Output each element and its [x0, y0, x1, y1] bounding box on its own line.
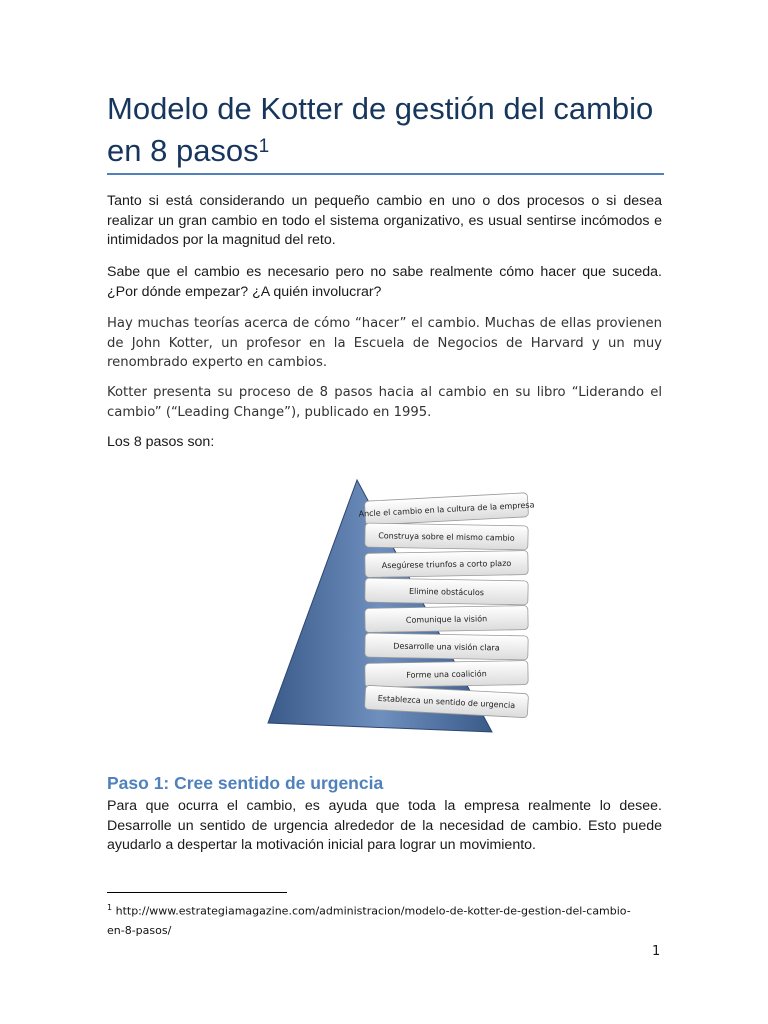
steps-intro-paragraph: Los 8 pasos son: [107, 434, 215, 450]
pyramid-step-3 [365, 633, 528, 660]
pyramid-step-8 [358, 492, 535, 525]
pyramid-step-2 [365, 661, 528, 688]
book-paragraph: Kotter presenta su proceso de 8 pasos hacia al cambio en su libro “Liderando el cambio” (“Leading Change”), publicado en 1995. [107, 385, 662, 420]
pyramid-step-4 [365, 606, 528, 633]
step-label: Construya sobre el mismo cambio [378, 531, 515, 543]
theories-paragraph: Hay muchas teorías acerca de cómo “hacer” el cambio. Muchas de ellas provienen de John Kotter, un profesor en la Escuela de Negocios de Harvard y un muy renombrado experto en cambios. [107, 316, 662, 370]
step-label: Asegúrese triunfos a corto plazo [381, 558, 512, 571]
step-label: Establezca un sentido de urgencia [377, 693, 516, 711]
pyramid-step-7 [365, 523, 528, 550]
step-label: Comunique la visión [405, 614, 488, 625]
step-label: Ancle el cambio en la cultura de la empresa [358, 500, 535, 519]
title-text: Modelo de Kotter de gestión del cambio en 8 pasos [107, 91, 654, 168]
title-footnote-mark: 1 [258, 136, 270, 157]
step-label: Elimine obstáculos [408, 586, 485, 598]
pyramid-step-5 [365, 578, 528, 605]
question-paragraph: Sabe que el cambio es necesario pero no sabe realmente cómo hacer que suceda. ¿Por dónde empezar? ¿A quién involucrar? [107, 264, 662, 300]
footnote-divider [107, 892, 287, 893]
footnote-link[interactable]: http://www.estrategiamagazine.com/administracion/modelo-de-kotter-de-gestion-del-cambio-en-8-pasos/ [107, 904, 631, 937]
step-label: Desarrolle una visión clara [393, 641, 500, 653]
intro-paragraph: Tanto si está considerando un pequeño cambio en uno o dos procesos o si desea realizar un gran cambio en todo el sistema organizativo, es usual sentirse incómodos e intimidados por la magnitud del reto. [107, 193, 662, 248]
step-label: Forme una coalición [406, 669, 487, 680]
step1-heading: Paso 1: Cree sentido de urgencia [107, 773, 384, 793]
pyramid-step-6 [365, 551, 528, 578]
page-number: 1 [652, 944, 661, 959]
title-divider [107, 173, 664, 175]
step1-paragraph: Para que ocurra el cambio, es ayuda que toda la empresa realmente lo desee. Desarrolle un sentido de urgencia alrededor de la necesidad de cambio. Esto puede ayudarlo a despertar la motivación inicial para lograr un movimiento. [107, 798, 662, 853]
kotter-pyramid-diagram [260, 470, 540, 740]
page-title [107, 88, 667, 172]
footnote [107, 898, 647, 940]
footnote-mark: 1 [107, 903, 113, 912]
